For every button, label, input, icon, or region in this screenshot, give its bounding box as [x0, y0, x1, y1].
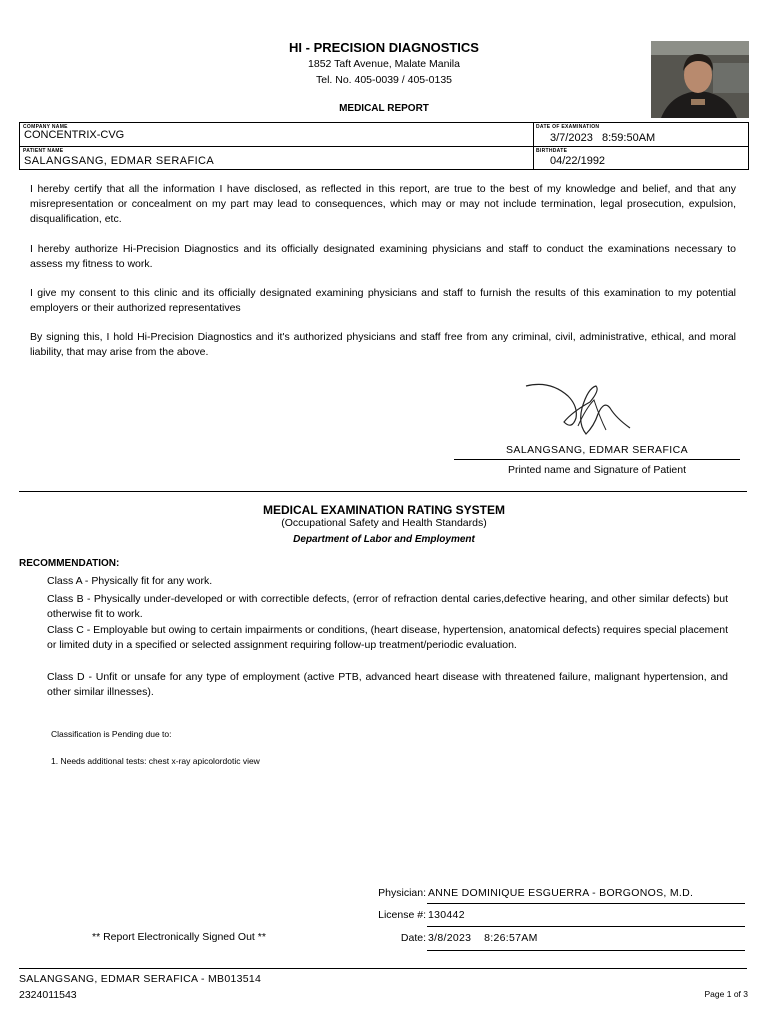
date-line: [427, 950, 745, 951]
recommendation-label: RECOMMENDATION:: [19, 558, 120, 569]
footer-id-number: 2324011543: [19, 989, 77, 1001]
consent-paragraph-2: I hereby authorize Hi-Precision Diagnostics and its officially designated examining physicians and staff to conduct the examinations necessary to assess my fitness to work.: [30, 243, 736, 270]
signed-out-note: ** Report Electronically Signed Out **: [92, 931, 266, 943]
physician-line: [427, 903, 745, 904]
pending-item: 1. Needs additional tests: chest x-ray apicolordotic view: [51, 756, 260, 766]
patient-name-label: PATIENT NAME: [23, 148, 64, 154]
clinic-name: HI - PRECISION DIAGNOSTICS: [289, 40, 479, 55]
class-d: Class D - Unfit or unsafe for any type of employment (active PTB, advanced heart disease with threatened failure, malignant hypertension, and other similar illnesses).: [47, 671, 728, 698]
birthdate-value: 04/22/1992: [550, 155, 606, 167]
signature-line: [454, 459, 740, 460]
license-value: 130442: [428, 909, 465, 921]
rating-title: MEDICAL EXAMINATION RATING SYSTEM: [262, 503, 505, 517]
rating-department: Department of Labor and Employment: [293, 534, 475, 545]
license-line: [427, 926, 745, 927]
class-b: Class B - Physically under-developed or with correctible defects, (error of refraction dental caries,defective hearing, and other similar defects) but otherwise fit to work.: [47, 593, 728, 620]
physician-value: ANNE DOMINIQUE ESGUERRA - BORGONOS, M.D.: [428, 887, 694, 899]
report-title: MEDICAL REPORT: [339, 103, 429, 114]
consent-paragraph-3: I give my consent to this clinic and its officially designated examining physicians and staff to furnish the results of this examination to my potential employers or their authorized representatives: [30, 287, 736, 314]
birthdate-label: BIRTHDATE: [536, 148, 568, 154]
rating-subtitle: (Occupational Safety and Health Standards): [281, 517, 487, 529]
patient-name-value: SALANGSANG, EDMAR SERAFICA: [24, 155, 215, 167]
physician-label: Physician:: [378, 887, 426, 899]
exam-date-label: DATE OF EXAMINATION: [536, 124, 600, 130]
patient-signature: [520, 378, 735, 443]
consent-paragraph-4: By signing this, I hold Hi-Precision Diagnostics and it's authorized physicians and staff free from any criminal, civil, administrative, ethical, and moral liability, that may arise from the above.: [30, 331, 736, 358]
clinic-telephone: Tel. No. 405-0039 / 405-0135: [315, 74, 452, 86]
date-label: Date:: [400, 932, 426, 944]
footer-divider: [19, 968, 747, 969]
class-c: Class C - Employable but owing to certain impairments or conditions, (heart disease, hypertension, anatomical defects) requires special placement or limited duty in a specified or selected assignment requiring follow-up treatment/periodic evaluation.: [47, 624, 728, 651]
page-number: Page 1 of 3: [704, 989, 748, 999]
patient-info-box: [19, 122, 749, 170]
exam-date-value: 3/7/2023 8:59:50AM: [550, 132, 656, 144]
clinic-address: 1852 Taft Avenue, Malate Manila: [308, 58, 460, 70]
patient-photo: [651, 41, 749, 118]
date-value: 3/8/2023 8:26:57AM: [428, 932, 538, 944]
license-label: License #:: [378, 909, 426, 921]
signature-caption: Printed name and Signature of Patient: [507, 464, 687, 476]
class-a: Class A - Physically fit for any work.: [47, 575, 213, 587]
footer-patient-ref: SALANGSANG, EDMAR SERAFICA - MB013514: [19, 973, 262, 985]
company-label: COMPANY NAME: [23, 124, 68, 130]
consent-paragraph-1: I hereby certify that all the information I have disclosed, as reflected in this report, are true to the best of my knowledge and belief, and that any misrepresentation or concealment on my part may lead to consequences, which may or may not include termination, legal prosecution, expulsion, disqualification, etc.: [30, 183, 736, 225]
pending-label: Classification is Pending due to:: [51, 729, 172, 739]
company-value: CONCENTRIX-CVG: [24, 129, 125, 141]
signature-printed-name: SALANGSANG, EDMAR SERAFICA: [506, 444, 688, 456]
section-divider: [19, 491, 747, 492]
